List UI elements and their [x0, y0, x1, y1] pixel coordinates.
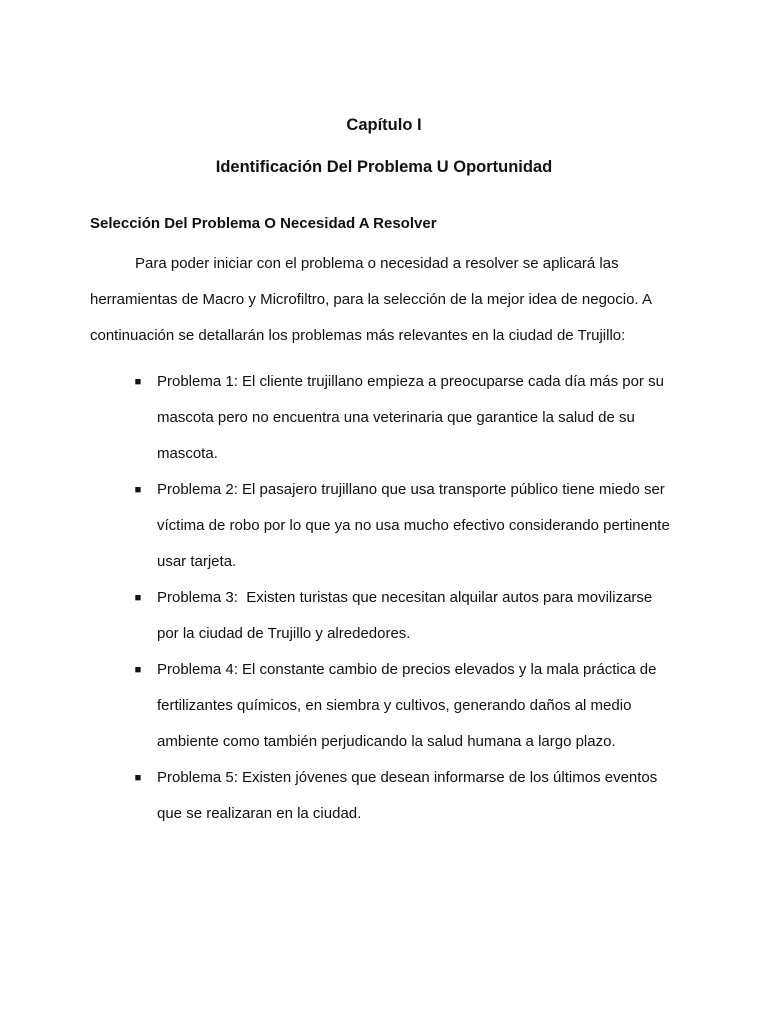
- problem-line: Problema 4: El constante cambio de precios elevados y la mala práctica de: [157, 661, 657, 678]
- intro-line: herramientas de Macro y Microfiltro, para la selección de la mejor idea de negocio. A: [90, 291, 652, 308]
- problem-line: por la ciudad de Trujillo y alrededores.: [157, 625, 411, 642]
- problem-line: usar tarjeta.: [157, 553, 237, 570]
- problem-line: mascota.: [157, 445, 218, 462]
- problem-line: ambiente como también perjudicando la salud humana a largo plazo.: [157, 733, 616, 750]
- problem-item: [0, 652, 677, 760]
- problems-list: [0, 364, 768, 832]
- problem-line: fertilizantes químicos, en siembra y cultivos, generando daños al medio: [157, 697, 632, 714]
- intro-line: continuación se detallarán los problemas más relevantes en la ciudad de Trujillo:: [90, 327, 626, 344]
- problem-line: víctima de robo por lo que ya no usa mucho efectivo considerando pertinente: [157, 517, 670, 534]
- chapter-label: Capítulo I: [346, 116, 422, 134]
- square-bullet-icon: ■: [134, 376, 142, 388]
- problem-line: Problema 2: El pasajero trujillano que usa transporte público tiene miedo ser: [157, 481, 665, 498]
- square-bullet-icon: ■: [134, 484, 142, 496]
- problem-item: [0, 760, 677, 832]
- square-bullet-icon: ■: [134, 772, 142, 784]
- problem-item: [0, 364, 677, 472]
- problem-line: Problema 5: Existen jóvenes que desean informarse de los últimos eventos: [157, 769, 658, 786]
- problem-item: [0, 580, 677, 652]
- intro-line: Para poder iniciar con el problema o necesidad a resolver se aplicará las: [135, 255, 619, 272]
- square-bullet-icon: ■: [134, 664, 142, 676]
- problem-item: [0, 472, 677, 580]
- section-heading: Selección Del Problema O Necesidad A Resolver: [90, 215, 437, 232]
- intro-paragraph: [90, 246, 690, 354]
- problem-line: que se realizaran en la ciudad.: [157, 805, 362, 822]
- problem-line: Problema 1: El cliente trujillano empieza a preocuparse cada día más por su: [157, 373, 664, 390]
- problem-line: Problema 3: Existen turistas que necesitan alquilar autos para movilizarse: [157, 589, 653, 606]
- square-bullet-icon: ■: [134, 592, 142, 604]
- chapter-title: Identificación Del Problema U Oportunidad: [215, 158, 553, 176]
- problem-line: mascota pero no encuentra una veterinaria que garantice la salud de su: [157, 409, 635, 426]
